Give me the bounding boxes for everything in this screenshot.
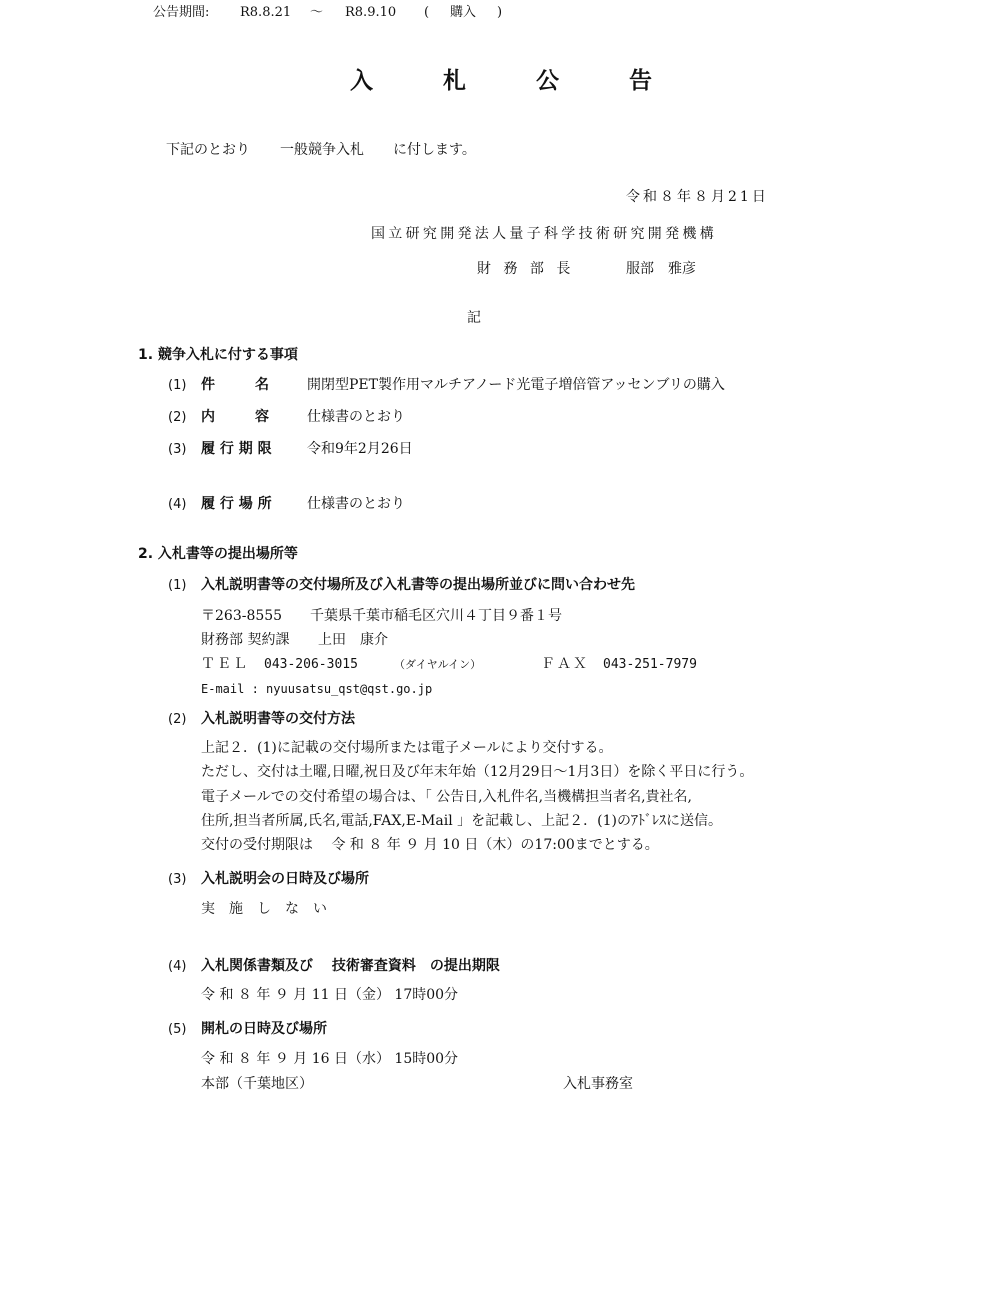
signatory-name: 服部 雅彦 (626, 261, 696, 277)
address: 千葉県千葉市稲毛区穴川４丁目９番１号 (310, 608, 562, 624)
subsection-heading: 入札説明書等の交付方法 (201, 711, 355, 727)
item-label: 履 行 期 限 (201, 441, 272, 457)
opening-room: 入札事務室 (563, 1076, 633, 1092)
delivery-line: 電子メールでの交付希望の場合は、「 公告日,入札件名,当機構担当者名,貴社名, (201, 789, 692, 805)
tel-dial-in: （ダイヤルイン） (394, 658, 482, 671)
item-label: 件 名 (201, 377, 273, 393)
notice-category-close: ) (497, 5, 503, 20)
title-char: 告 (629, 67, 652, 94)
notice-category-open: ( (424, 5, 430, 20)
delivery-line: ただし、交付は土曜,日曜,祝日及び年末年始（12月29日～1月3日）を除く平日に行う。 (201, 764, 754, 780)
fax-label: ＦＡＸ (541, 656, 589, 672)
item-value: 開閉型PET製作用マルチアノード光電子増倍管アッセンブリの購入 (307, 377, 725, 393)
notice-period-label: 公告期間: (153, 5, 210, 20)
item-value: 令和9年2月26日 (307, 441, 413, 457)
section1-heading: 1. 競争入札に付する事項 (138, 347, 298, 363)
title-char: 公 (536, 67, 559, 94)
item-number: (2) (168, 410, 187, 425)
item-value: 仕様書のとおり (307, 496, 405, 512)
opening-place: 本部（千葉地区） (201, 1076, 313, 1092)
notice-period-tilde: ～ (310, 5, 324, 20)
delivery-line: 上記２．(1)に記載の交付場所または電子メールにより交付する。 (201, 740, 613, 756)
opening-datetime: 令 和 ８ 年 ９ 月 16 日（水） 15時00分 (201, 1051, 459, 1067)
subsection-number: (3) (168, 872, 187, 887)
delivery-line: 住所,担当者所属,氏名,電話,FAX,E-Mail 」を記載し、上記２．(1)のｱﾄﾞﾚｽに送信。 (201, 813, 722, 829)
subsection-number: (5) (168, 1022, 187, 1037)
intro-lead: 下記のとおり (166, 142, 250, 158)
item-number: (1) (168, 378, 187, 393)
item-label: 履 行 場 所 (201, 496, 272, 512)
fax-number: 043-251-7979 (603, 657, 697, 672)
subsection-number: (1) (168, 578, 187, 593)
organization-name: 国立研究開発法人量子科学技術研究開発機構 (371, 226, 717, 242)
section2-heading: 2. 入札書等の提出場所等 (138, 546, 298, 562)
submission-deadline: 令 和 ８ 年 ９ 月 11 日（金） 17時00分 (201, 987, 459, 1003)
notice-category: 購入 (450, 5, 477, 20)
subsection-heading: 入札関係書類及び 技術審査資料 の提出期限 (201, 958, 500, 974)
intro-tail: に付します。 (393, 142, 476, 158)
item-value: 仕様書のとおり (307, 409, 405, 425)
tel-number: 043-206-3015 (264, 657, 358, 672)
title-char: 入 (350, 67, 373, 94)
briefing-status: 実 施 し な い (201, 901, 327, 917)
delivery-line: 交付の受付期限は 令 和 ８ 年 ９ 月 10 日（木）の17:00までとする。 (201, 837, 659, 853)
notice-date: 令和８年８月21日 (626, 189, 769, 205)
notice-period-start: R8.8.21 (240, 5, 292, 20)
page-title (315, 69, 687, 92)
contact-person: 上田 康介 (318, 632, 388, 648)
item-number: (3) (168, 442, 187, 457)
intro-method: 一般競争入札 (280, 142, 364, 158)
subsection-heading: 開札の日時及び場所 (201, 1021, 327, 1037)
email-address: E-mail : nyuusatsu_qst@qst.go.jp (201, 682, 433, 696)
subsection-heading: 入札説明書等の交付場所及び入札書等の提出場所並びに問い合わせ先 (201, 577, 635, 593)
signatory-title: 財 務 部 長 (477, 261, 575, 277)
postal-code: 〒263-8555 (201, 608, 283, 624)
item-number: (4) (168, 497, 187, 512)
title-char: 札 (443, 67, 466, 94)
ki-heading: 記 (467, 310, 481, 326)
tel-label: ＴＥＬ (201, 656, 249, 672)
subsection-number: (2) (168, 712, 187, 727)
subsection-number: (4) (168, 959, 187, 974)
item-label: 内 容 (201, 409, 273, 425)
department: 財務部 契約課 (201, 632, 290, 648)
subsection-heading: 入札説明会の日時及び場所 (201, 871, 369, 887)
notice-period-end: R8.9.10 (345, 5, 397, 20)
